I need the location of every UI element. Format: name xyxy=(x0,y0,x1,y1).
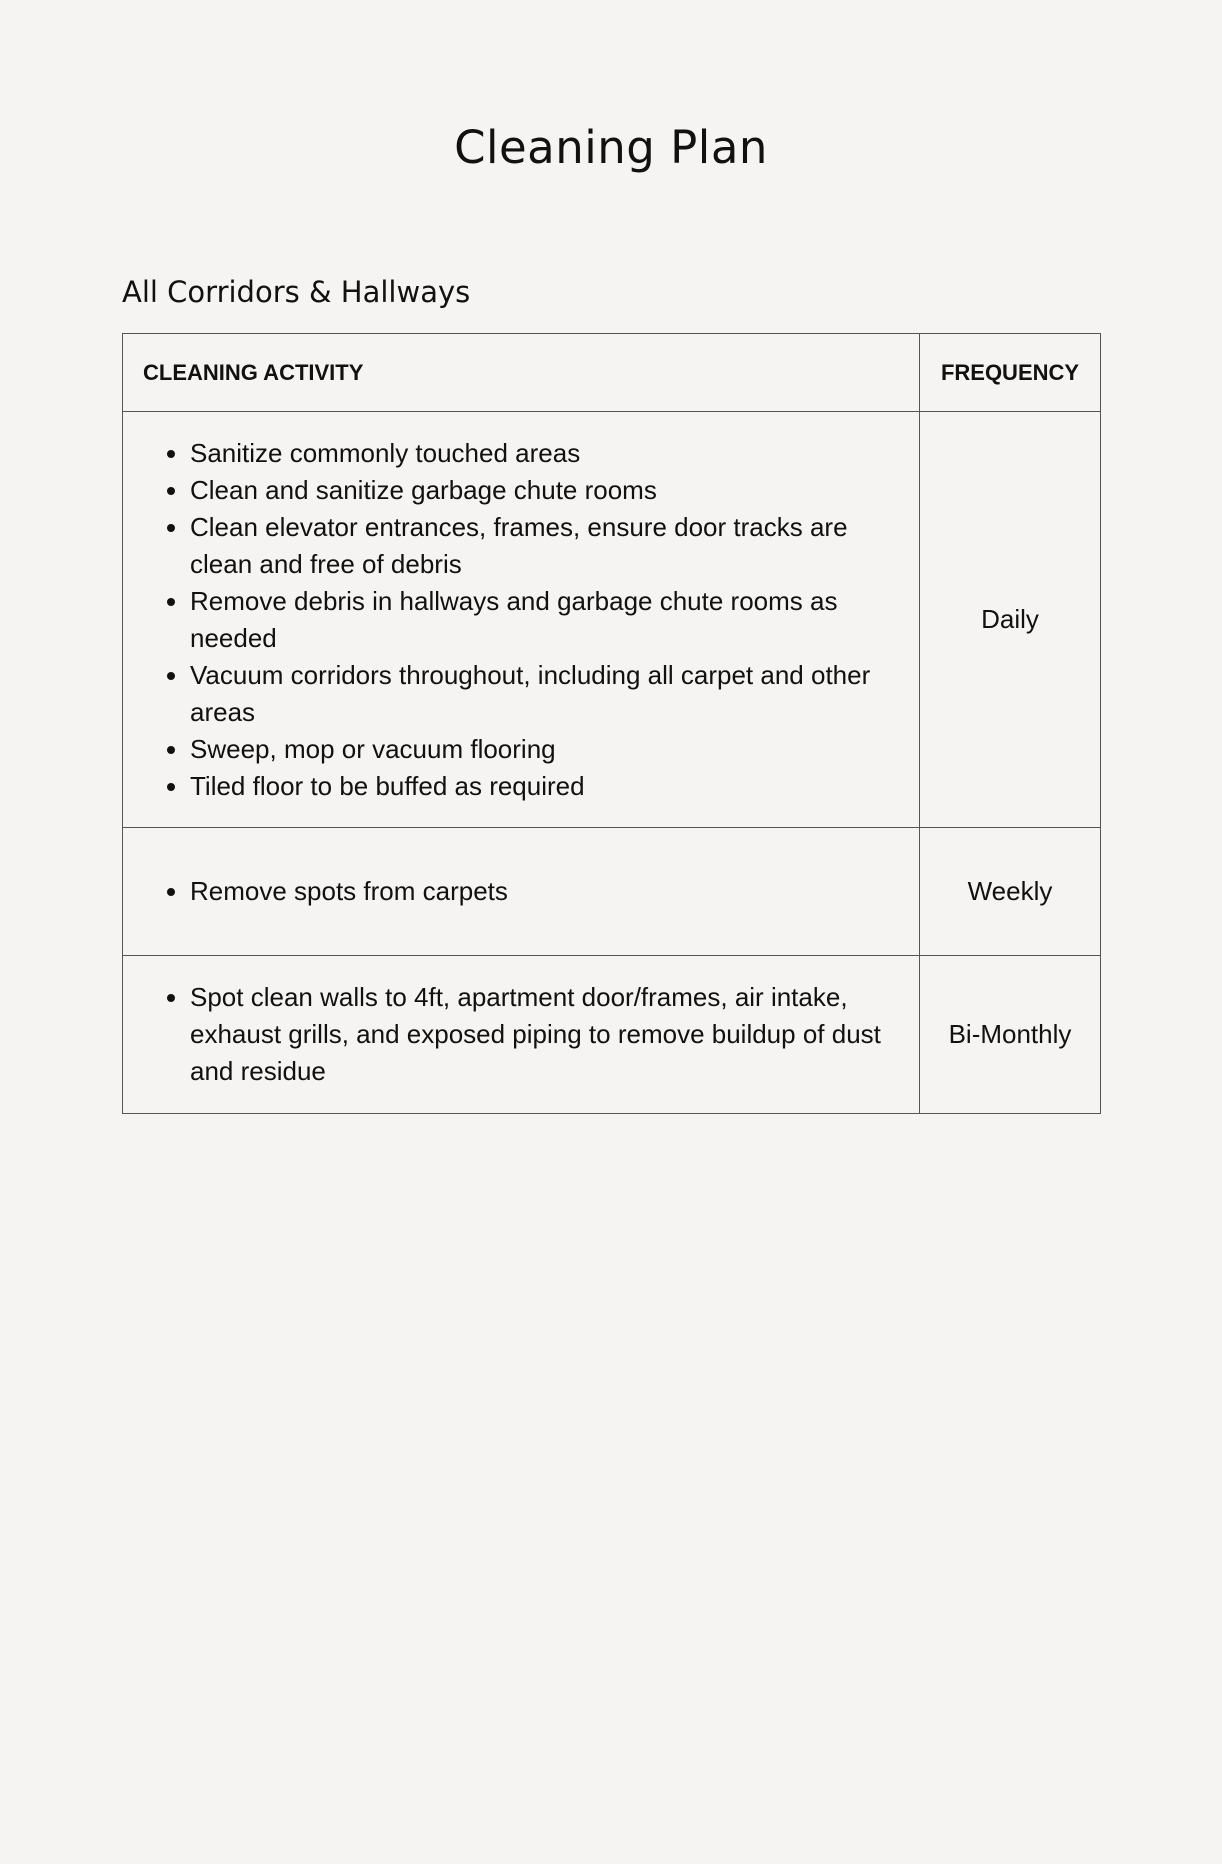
table-row xyxy=(123,828,1101,956)
activity-list xyxy=(124,979,918,1090)
list-item: • Sweep, mop or vacuum flooring xyxy=(190,731,898,768)
activity-cell xyxy=(123,956,920,1114)
frequency-cell: Bi-Monthly xyxy=(920,956,1101,1114)
header-activity: CLEANING ACTIVITY xyxy=(123,334,920,412)
cleaning-table xyxy=(122,333,1101,1114)
table-header-row xyxy=(123,334,1101,412)
list-item: • Clean and sanitize garbage chute rooms xyxy=(190,472,898,509)
frequency-cell: Daily xyxy=(920,412,1101,828)
activity-cell xyxy=(123,828,920,956)
activity-list xyxy=(124,435,918,805)
list-item: • Clean elevator entrances, frames, ensure door tracks are clean and free of debris xyxy=(190,509,898,583)
table-row xyxy=(123,956,1101,1114)
list-item: • Remove debris in hallways and garbage chute rooms as needed xyxy=(190,583,898,657)
frequency-cell: Weekly xyxy=(920,828,1101,956)
list-item: • Spot clean walls to 4ft, apartment door/frames, air intake, exhaust grills, and exposed piping to remove buildup of dust and residue xyxy=(190,979,898,1090)
list-item: • Vacuum corridors throughout, including all carpet and other areas xyxy=(190,657,898,731)
table-row xyxy=(123,412,1101,828)
page-title: Cleaning Plan xyxy=(454,121,768,174)
list-item: • Sanitize commonly touched areas xyxy=(190,435,898,472)
activity-cell xyxy=(123,412,920,828)
list-item: • Remove spots from carpets xyxy=(190,873,898,910)
header-frequency: FREQUENCY xyxy=(920,334,1101,412)
activity-list xyxy=(124,873,918,910)
section-heading: All Corridors & Hallways xyxy=(122,275,471,309)
list-item: • Tiled floor to be buffed as required xyxy=(190,768,898,805)
